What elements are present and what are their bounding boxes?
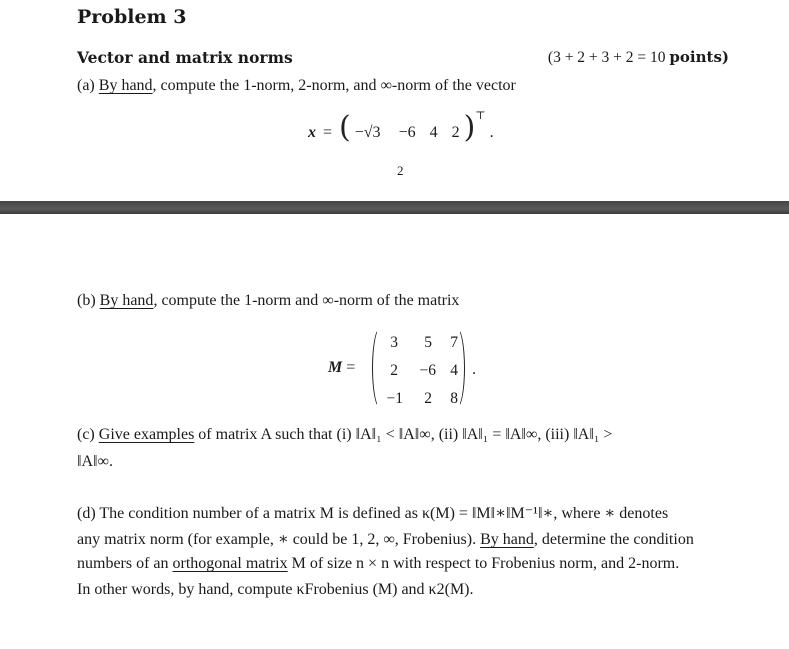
part-d-by-hand: By hand [480, 531, 534, 548]
part-d-line-2-end: , determine the condition [533, 531, 694, 548]
part-d-line-2 [77, 529, 694, 549]
matrix-cell: 8 [450, 390, 458, 407]
vector-entry: −√3 [354, 124, 381, 141]
part-d-line-4: In other words, by hand, compute κFrobenius (M) and κ2(M). [77, 581, 474, 598]
page-number: 2 [397, 163, 404, 178]
vector-entry: 2 [451, 124, 460, 141]
part-c-give-examples: Give examples [98, 426, 195, 443]
part-c-label: (c) [77, 426, 95, 443]
matrix-cell: 2 [390, 362, 398, 379]
part-b-by-hand: By hand [99, 292, 154, 309]
vector-entry: −6 [398, 124, 416, 141]
part-d-line-1: (d) The condition number of a matrix M is defined as κ(M) = ‖M‖∗‖M⁻¹‖∗, where ∗ denotes [77, 505, 669, 522]
vector-right-paren: ) [463, 110, 476, 145]
part-c-line-1 [77, 426, 612, 444]
page-divider [0, 201, 789, 214]
part-d-orthogonal-matrix: orthogonal matrix [172, 555, 288, 572]
vector-x-equation: x = ( −√3 −6 4 2 )⊤ . [308, 110, 494, 145]
part-d-line-3-end: M of size n × n with respect to Frobenius norm, and 2-norm. [287, 555, 680, 572]
matrix-m-lhs: M = [328, 359, 356, 376]
matrix-cell: 5 [424, 334, 432, 351]
vector-period: . [489, 124, 494, 141]
matrix-cell: −1 [386, 390, 403, 407]
part-d-line-3 [77, 555, 679, 573]
vector-x-symbol: x [308, 124, 316, 141]
matrix-cell: −6 [419, 362, 436, 379]
matrix-cell: 4 [450, 362, 458, 379]
part-d-line-3-start: numbers of an [77, 555, 173, 572]
part-a-text [77, 77, 516, 95]
matrix-cell: 3 [390, 334, 398, 351]
part-a-instruction: , compute the 1-norm, 2-norm, and ∞-norm of the vector [152, 77, 516, 94]
matrix-cell: 2 [424, 390, 432, 407]
part-d-line-2-start: any matrix norm (for example, ∗ could be 1, 2, ∞, Frobenius). [77, 531, 481, 548]
part-a-label: (a) [77, 77, 95, 94]
part-c-line-2: ‖A‖∞. [77, 453, 113, 470]
problem-title: Problem 3 [77, 6, 187, 28]
transpose-symbol: ⊤ [475, 110, 486, 122]
matrix-cell: 7 [450, 334, 458, 351]
part-b-instruction: , compute the 1-norm and ∞-norm of the matrix [153, 292, 460, 309]
part-a-by-hand: By hand [98, 77, 153, 94]
points-total [548, 48, 729, 67]
part-b-label: (b) [77, 292, 96, 309]
matrix-period: . [472, 361, 476, 378]
points-sum: (3 + 2 + 3 + 2 = 10 [547, 49, 666, 66]
vector-entry: 4 [429, 124, 438, 141]
part-b-text [77, 292, 459, 310]
section-title: Vector and matrix norms [77, 48, 293, 67]
vector-left-paren: ( [339, 110, 351, 145]
matrix-m-symbol: M [328, 359, 343, 376]
points-word: points) [669, 48, 729, 66]
part-c-conditions: of matrix A such that (i) ‖A‖₁ < ‖A‖∞, (ii) ‖A‖₁ = ‖A‖∞, (iii) ‖A‖₁ > [194, 426, 613, 443]
